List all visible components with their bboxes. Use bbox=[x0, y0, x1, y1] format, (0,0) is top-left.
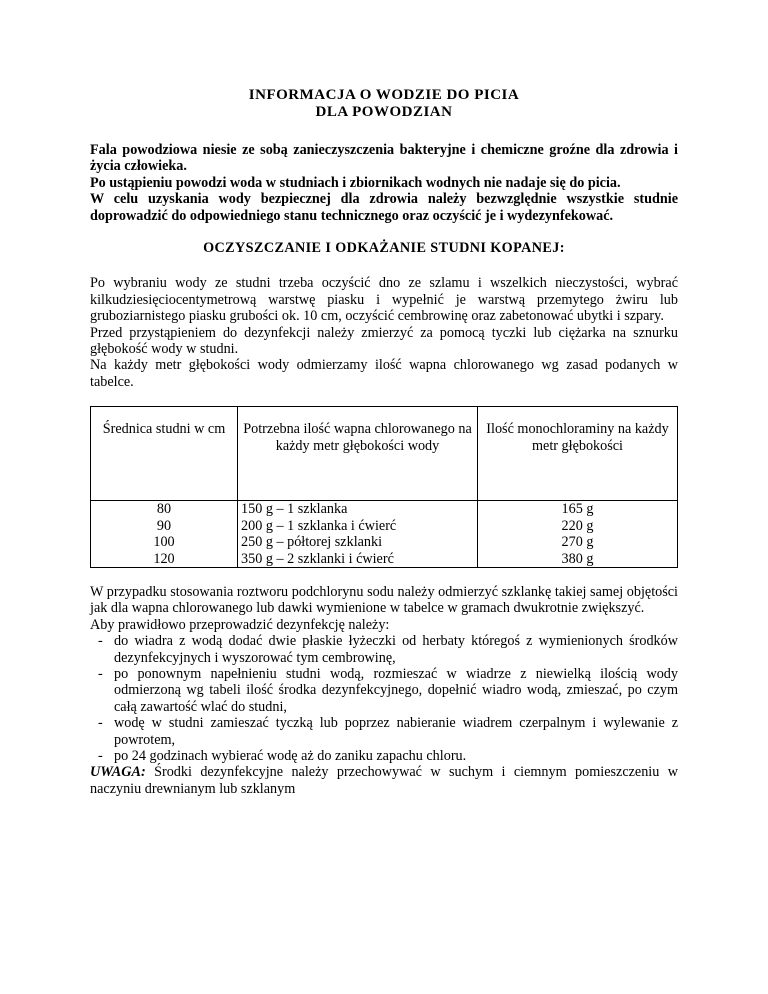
procedure-steps bbox=[90, 633, 678, 764]
table-data-row bbox=[91, 501, 678, 568]
diameter-column bbox=[91, 501, 238, 568]
procedure-intro: Aby prawidłowo przeprowadzić dezynfekcję należy: bbox=[90, 616, 390, 633]
diameter-cell: 90 bbox=[156, 517, 172, 534]
document-page bbox=[90, 87, 678, 797]
title-line-2: DLA POWODZIAN bbox=[315, 104, 453, 120]
hypochlorite-paragraph: W przypadku stosowania roztworu podchlorynu sodu należy odmierzyć szklankę takiej samej objętości jak dla wapna chlorowanego lub dawki wymienione w tabelce w gramach dwukrotnie zwiększyć. bbox=[90, 583, 678, 617]
procedure-step: - po 24 godzinach wybierać wodę aż do zaniku zapachu chloru. bbox=[90, 748, 678, 764]
monochloramine-column bbox=[478, 501, 678, 568]
monochloramine-cell: 380 g bbox=[561, 550, 594, 567]
intro-block bbox=[90, 142, 678, 224]
warning-paragraph bbox=[90, 764, 678, 797]
lime-column bbox=[238, 501, 478, 568]
monochloramine-cell: 220 g bbox=[561, 517, 594, 534]
lime-cell: 150 g – 1 szklanka bbox=[241, 501, 348, 518]
header-diameter: Średnica studni w cm bbox=[91, 407, 238, 501]
procedure-step: - do wiadra z wodą dodać dwie płaskie łyżeczki od herbaty któregoś z wymienionych środków dezynfekcyjnych i wyszorować tym cembrowinę, bbox=[90, 633, 678, 666]
warning-text: Środki dezynfekcyjne należy przechowywać w suchym i ciemnym pomieszczeniu w naczyniu drewnianym lub szklanym bbox=[90, 764, 678, 797]
diameter-cell: 80 bbox=[156, 501, 172, 518]
section-heading: OCZYSZCZANIE I ODKAŻANIE STUDNI KOPANEJ: bbox=[203, 240, 565, 257]
intro-paragraph-3: W celu uzyskania wody bezpiecznej dla zdrowia należy bezwzględnie wszystkie studnie doprowadzić do odpowiedniego stanu technicznego oraz oczyścić je i wydezynfekować. bbox=[90, 191, 678, 224]
procedure-step: - wodę w studni zamieszać tyczką lub poprzez nabieranie wiadrem czerpalnym i wylewanie z powrotem, bbox=[90, 715, 678, 748]
diameter-cell: 120 bbox=[153, 550, 175, 567]
lime-cell: 350 g – 2 szklanki i ćwierć bbox=[241, 550, 394, 567]
section-body bbox=[90, 275, 678, 390]
diameter-cell: 100 bbox=[153, 534, 175, 551]
procedure-step: - po ponownym napełnieniu studni wodą, rozmieszać w wiadrze z niewielką ilością wody odmierzoną wg tabeli ilość środka dezynfekcyjnego, dopełnić wiadro wodą, zmieszać, po czym całą zawartość wlać do studni, bbox=[90, 666, 678, 715]
monochloramine-cell: 270 g bbox=[561, 534, 594, 551]
header-monochloramine: Ilość monochloraminy na każdy metr głębokości bbox=[478, 407, 678, 501]
section-paragraph-2: Przed przystąpieniem do dezynfekcji należy zmierzyć za pomocą tyczki lub ciężarka na sznurku głębokość wody w studni. bbox=[90, 324, 678, 358]
header-lime: Potrzebna ilość wapna chlorowanego na każdy metr głębokości wody bbox=[238, 407, 478, 501]
title-line-1: INFORMACJA O WODZIE DO PICIA bbox=[248, 87, 520, 103]
instructions-block bbox=[90, 584, 678, 797]
monochloramine-cell: 165 g bbox=[561, 501, 594, 518]
intro-paragraph-2: Po ustąpieniu powodzi woda w studniach i zbiornikach wodnych nie nadaje się do picia. bbox=[90, 174, 621, 191]
lime-cell: 250 g – półtorej szklanki bbox=[241, 534, 383, 551]
warning-label: UWAGA: bbox=[90, 764, 146, 781]
section-paragraph-3: Na każdy metr głębokości wody odmierzamy ilość wapna chlorowanego wg zasad podanych w tabelce. bbox=[90, 357, 678, 390]
document-title bbox=[90, 87, 678, 121]
lime-cell: 200 g – 1 szklanka i ćwierć bbox=[241, 517, 397, 534]
table-header-row bbox=[91, 407, 678, 501]
section-paragraph-1: Po wybraniu wody ze studni trzeba oczyścić dno ze szlamu i wszelkich nieczystości, wybrać kilkudziesięciocentymetrową warstwę piasku i wypełnić je warstwą przemytego żwiru lub gruboziarnistego piasku grubości ok. 10 cm, oczyścić cembrowinę oraz zabetonować ubytki i szpary. bbox=[90, 275, 678, 325]
dosage-table bbox=[90, 406, 678, 568]
intro-paragraph-1: Fala powodziowa niesie ze sobą zanieczyszczenia bakteryjne i chemiczne groźne dla zdrowia i życia człowieka. bbox=[90, 142, 678, 175]
